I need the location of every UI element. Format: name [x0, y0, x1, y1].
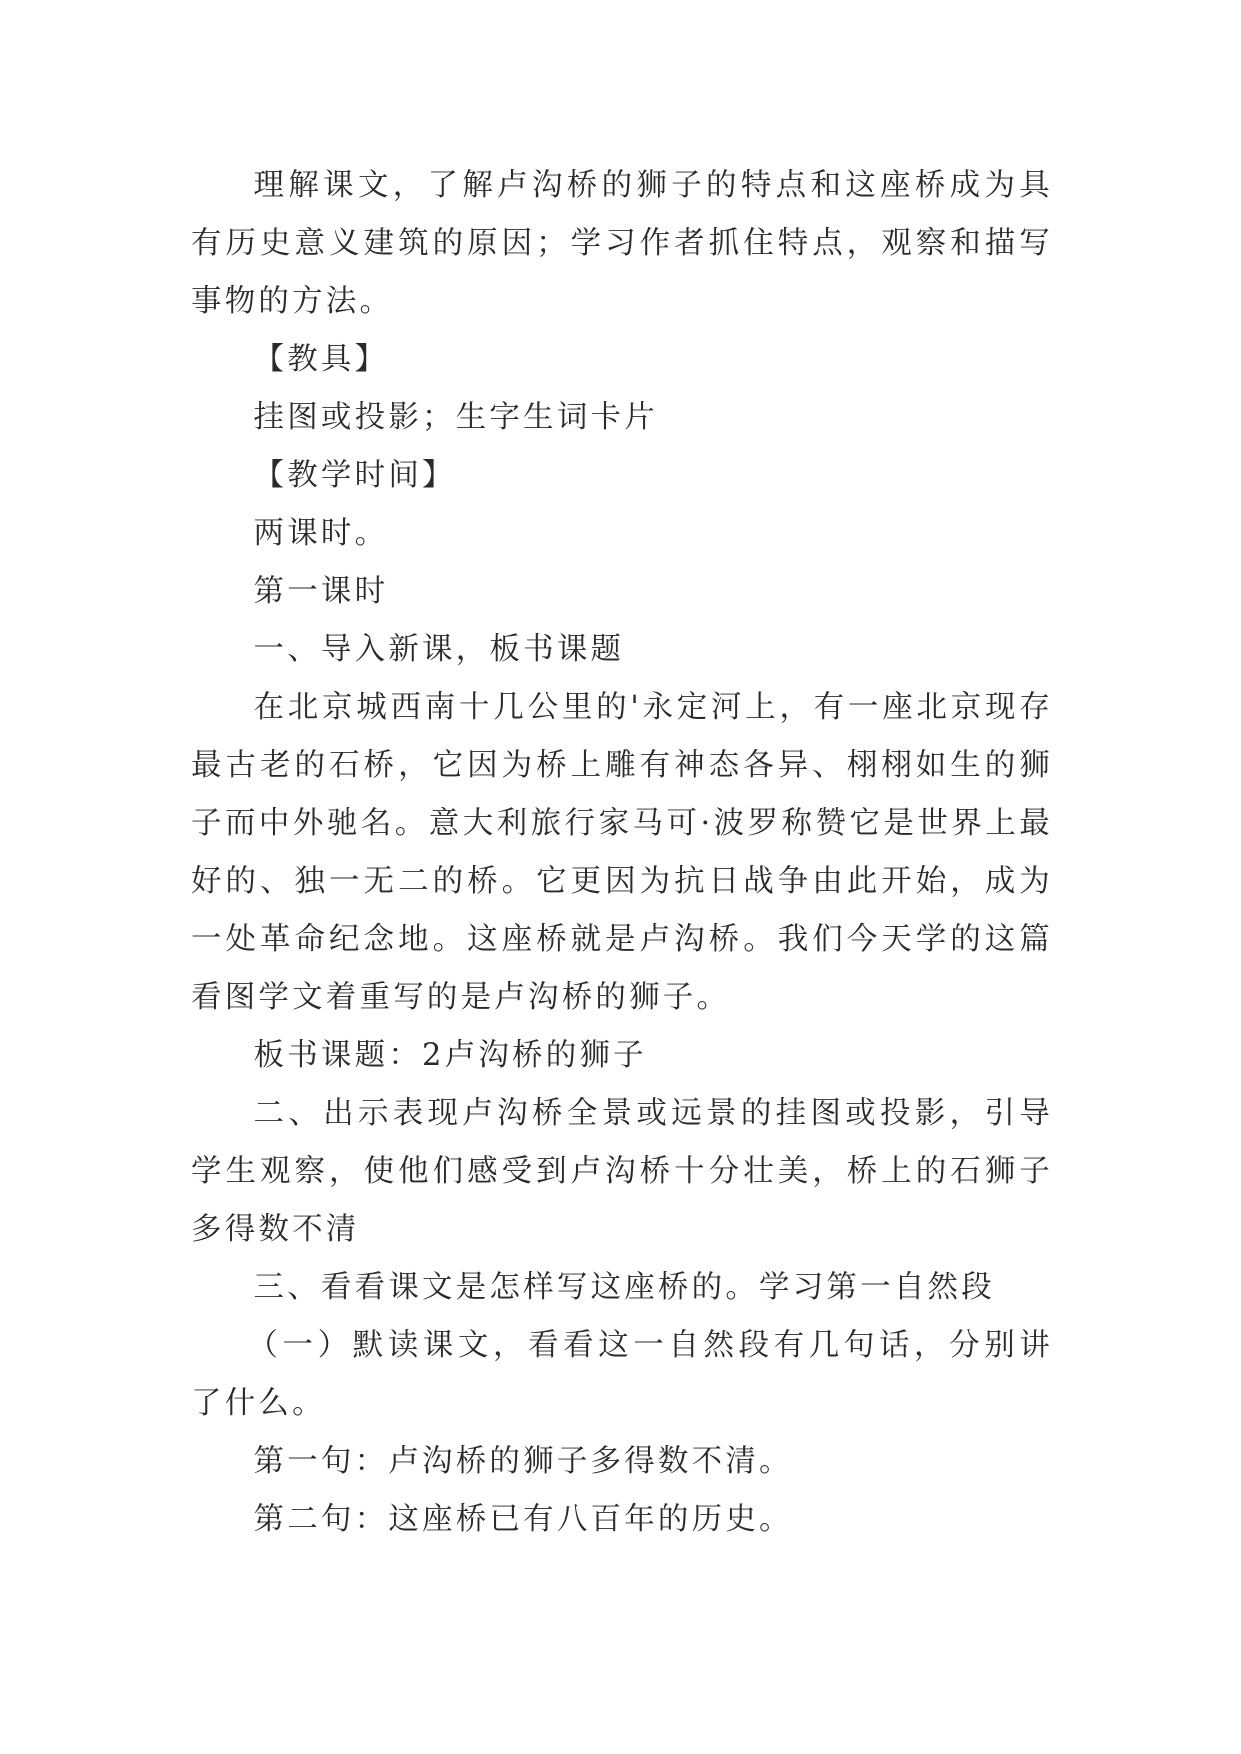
section-read-first-paragraph: 三、看看课文是怎样写这座桥的。学习第一自然段	[253, 1270, 995, 1305]
paragraph-board-title: 板书课题：2卢沟桥的狮子	[253, 1038, 647, 1073]
document-body	[191, 157, 1053, 1549]
section-observe: 二、出示表现卢沟桥全景或远景的挂图或投影，引导学生观察，使他们感受到卢沟桥十分壮美，桥上的石狮子多得数不清	[191, 1096, 1053, 1247]
paragraph-intro: 在北京城西南十几公里的'永定河上，有一座北京现存最古老的石桥，它因为桥上雕有神态各异、栩栩如生的狮子而中外驰名。意大利旅行家马可·波罗称赞它是世界上最好的、独一无二的桥。它更因为抗日战争由此开始，成为一处革命纪念地。这座桥就是卢沟桥。我们今天学的这篇看图学文着重写的是卢沟桥的狮子。	[191, 690, 1053, 1015]
heading-teaching-aids: 【教具】	[253, 342, 389, 377]
paragraph-silent-reading: （一）默读课文，看看这一自然段有几句话，分别讲了什么。	[191, 1328, 1053, 1421]
heading-first-lesson: 第一课时	[253, 574, 389, 609]
paragraph-teaching-time: 两课时。	[253, 516, 389, 551]
section-intro-heading: 一、导入新课，板书课题	[253, 632, 625, 667]
paragraph-teaching-aids: 挂图或投影；生字生词卡片	[253, 400, 658, 435]
paragraph-second-sentence: 第二句：这座桥已有八百年的历史。	[253, 1502, 793, 1537]
heading-teaching-time: 【教学时间】	[253, 458, 456, 493]
paragraph-objective: 理解课文，了解卢沟桥的狮子的特点和这座桥成为具有历史意义建筑的原因；学习作者抓住特点，观察和描写事物的方法。	[191, 168, 1053, 319]
paragraph-first-sentence: 第一句：卢沟桥的狮子多得数不清。	[253, 1444, 793, 1479]
